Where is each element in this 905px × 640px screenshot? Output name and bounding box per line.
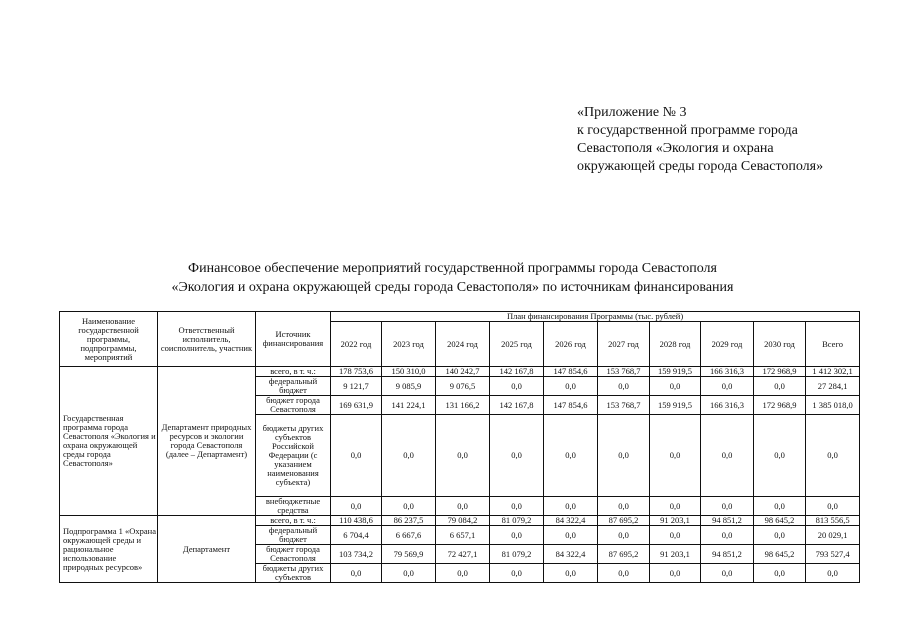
value-cell: 0,0 — [544, 415, 598, 497]
value-cell: 91 203,1 — [650, 516, 701, 526]
total-cell: 1 385 018,0 — [806, 396, 860, 415]
value-cell: 0,0 — [490, 377, 544, 396]
value-cell: 0,0 — [598, 415, 650, 497]
value-cell: 0,0 — [382, 564, 436, 583]
value-cell: 0,0 — [650, 415, 701, 497]
header-total: Всего — [806, 322, 860, 367]
value-cell: 0,0 — [331, 415, 382, 497]
program-name-cell: Подпрограмма 1 «Охрана окружающей среды и рациональное использование природных ресурсов» — [60, 516, 158, 583]
value-cell: 153 768,7 — [598, 396, 650, 415]
value-cell: 169 631,9 — [331, 396, 382, 415]
value-cell: 153 768,7 — [598, 367, 650, 377]
value-cell: 79 569,9 — [382, 545, 436, 564]
header-year: 2024 год — [436, 322, 490, 367]
source-cell: бюджеты других субъектов — [256, 564, 331, 583]
value-cell: 131 166,2 — [436, 396, 490, 415]
header-year: 2030 год — [754, 322, 806, 367]
value-cell: 94 851,2 — [701, 545, 754, 564]
value-cell: 0,0 — [490, 526, 544, 545]
source-cell: бюджеты других субъектов Российской Федерации (с указанием наименования субъекта) — [256, 415, 331, 497]
value-cell: 166 316,3 — [701, 367, 754, 377]
value-cell: 0,0 — [650, 497, 701, 516]
value-cell: 141 224,1 — [382, 396, 436, 415]
executor-cell: Департамент природных ресурсов и экологии города Севастополя (далее – Департамент) — [158, 367, 256, 516]
value-cell: 0,0 — [382, 415, 436, 497]
header-source: Источник финансирования — [256, 312, 331, 367]
value-cell: 110 438,6 — [331, 516, 382, 526]
value-cell: 0,0 — [701, 564, 754, 583]
source-cell: всего, в т. ч.: — [256, 367, 331, 377]
header-year: 2029 год — [701, 322, 754, 367]
value-cell: 159 919,5 — [650, 367, 701, 377]
value-cell: 0,0 — [382, 497, 436, 516]
value-cell: 0,0 — [598, 526, 650, 545]
value-cell: 147 854,6 — [544, 367, 598, 377]
value-cell: 87 695,2 — [598, 516, 650, 526]
appendix-line: окружающей среды города Севастополя» — [577, 159, 824, 174]
value-cell: 86 237,5 — [382, 516, 436, 526]
value-cell: 81 079,2 — [490, 516, 544, 526]
financing-table — [59, 311, 860, 583]
value-cell: 6 667,6 — [382, 526, 436, 545]
value-cell: 0,0 — [650, 564, 701, 583]
source-cell: бюджет города Севастополя — [256, 545, 331, 564]
value-cell: 0,0 — [436, 564, 490, 583]
value-cell: 0,0 — [490, 415, 544, 497]
source-cell: федеральный бюджет — [256, 526, 331, 545]
value-cell: 0,0 — [331, 497, 382, 516]
value-cell: 0,0 — [490, 564, 544, 583]
appendix-line: к государственной программе города — [577, 123, 798, 138]
appendix-line: Севастополя «Экология и охрана — [577, 141, 774, 156]
total-cell: 0,0 — [806, 564, 860, 583]
value-cell: 0,0 — [650, 377, 701, 396]
value-cell: 0,0 — [701, 377, 754, 396]
source-cell: федеральный бюджет — [256, 377, 331, 396]
program-name-cell: Государственная программа города Севастополя «Экология и охрана окружающей среды города Севастополя» — [60, 367, 158, 516]
table-body — [60, 367, 860, 583]
value-cell: 103 734,2 — [331, 545, 382, 564]
header-year: 2023 год — [382, 322, 436, 367]
header-year: 2027 год — [598, 322, 650, 367]
value-cell: 140 242,7 — [436, 367, 490, 377]
value-cell: 172 968,9 — [754, 367, 806, 377]
value-cell: 0,0 — [754, 526, 806, 545]
total-cell: 0,0 — [806, 497, 860, 516]
value-cell: 0,0 — [544, 377, 598, 396]
value-cell: 0,0 — [754, 377, 806, 396]
source-cell: всего, в т. ч.: — [256, 516, 331, 526]
source-cell: внебюджетные средства — [256, 497, 331, 516]
value-cell: 0,0 — [754, 497, 806, 516]
value-cell: 9 121,7 — [331, 377, 382, 396]
value-cell: 0,0 — [754, 564, 806, 583]
value-cell: 150 310,0 — [382, 367, 436, 377]
header-year: 2026 год — [544, 322, 598, 367]
value-cell: 0,0 — [701, 497, 754, 516]
value-cell: 98 645,2 — [754, 545, 806, 564]
value-cell: 172 968,9 — [754, 396, 806, 415]
source-cell: бюджет города Севастополя — [256, 396, 331, 415]
value-cell: 0,0 — [701, 415, 754, 497]
table-row — [60, 367, 860, 377]
total-cell: 27 284,1 — [806, 377, 860, 396]
value-cell: 142 167,8 — [490, 396, 544, 415]
value-cell: 0,0 — [650, 526, 701, 545]
value-cell: 72 427,1 — [436, 545, 490, 564]
header-executor: Ответственный исполнитель, соисполнитель, участник — [158, 312, 256, 367]
value-cell: 0,0 — [754, 415, 806, 497]
value-cell: 87 695,2 — [598, 545, 650, 564]
value-cell: 9 076,5 — [436, 377, 490, 396]
value-cell: 147 854,6 — [544, 396, 598, 415]
header-year: 2022 год — [331, 322, 382, 367]
value-cell: 79 084,2 — [436, 516, 490, 526]
value-cell: 98 645,2 — [754, 516, 806, 526]
value-cell: 6 704,4 — [331, 526, 382, 545]
value-cell: 178 753,6 — [331, 367, 382, 377]
value-cell: 91 203,1 — [650, 545, 701, 564]
value-cell: 166 316,3 — [701, 396, 754, 415]
value-cell: 0,0 — [436, 415, 490, 497]
value-cell: 9 085,9 — [382, 377, 436, 396]
header-plan: План финансирования Программы (тыс. рублей) — [331, 312, 860, 322]
header-year: 2028 год — [650, 322, 701, 367]
value-cell: 142 167,8 — [490, 367, 544, 377]
document-title — [0, 259, 905, 297]
header-row-plan — [60, 312, 860, 322]
total-cell: 0,0 — [806, 415, 860, 497]
value-cell: 0,0 — [701, 526, 754, 545]
appendix-line: «Приложение № 3 — [577, 105, 687, 120]
value-cell: 0,0 — [331, 564, 382, 583]
total-cell: 793 527,4 — [806, 545, 860, 564]
table-row — [60, 516, 860, 526]
value-cell: 0,0 — [544, 564, 598, 583]
value-cell: 84 322,4 — [544, 545, 598, 564]
value-cell: 81 079,2 — [490, 545, 544, 564]
total-cell: 813 556,5 — [806, 516, 860, 526]
appendix-note — [577, 104, 823, 176]
value-cell: 0,0 — [544, 497, 598, 516]
value-cell: 159 919,5 — [650, 396, 701, 415]
value-cell: 0,0 — [490, 497, 544, 516]
value-cell: 6 657,1 — [436, 526, 490, 545]
total-cell: 20 029,1 — [806, 526, 860, 545]
value-cell: 0,0 — [436, 497, 490, 516]
value-cell: 0,0 — [598, 497, 650, 516]
executor-cell: Департамент — [158, 516, 256, 583]
header-year: 2025 год — [490, 322, 544, 367]
value-cell: 0,0 — [598, 564, 650, 583]
title-line-1: Финансовое обеспечение мероприятий государственной программы города Севастополя — [188, 261, 717, 276]
value-cell: 94 851,2 — [701, 516, 754, 526]
total-cell: 1 412 302,1 — [806, 367, 860, 377]
value-cell: 84 322,4 — [544, 516, 598, 526]
value-cell: 0,0 — [544, 526, 598, 545]
header-name: Наименование государственной программы, подпрограммы, мероприятий — [60, 312, 158, 367]
value-cell: 0,0 — [598, 377, 650, 396]
title-line-2: «Экология и охрана окружающей среды города Севастополя» по источникам финансирования — [171, 280, 734, 295]
